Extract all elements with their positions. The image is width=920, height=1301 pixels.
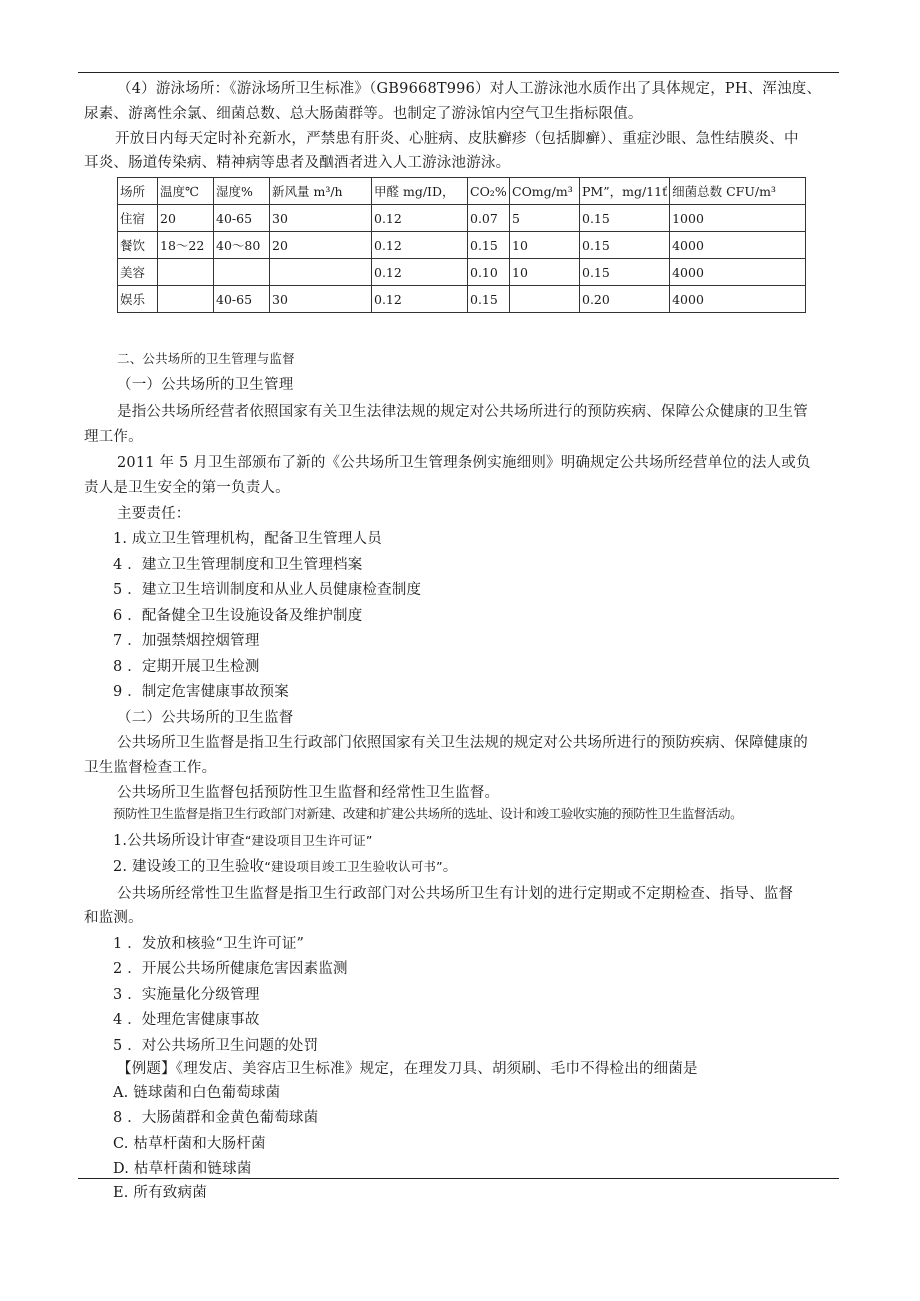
list-item: 7 ．加强禁烟控烟管理 [113,633,260,649]
table-header-cell: 新风量 m³/h [270,178,372,205]
list-item: 2 ．开展公共场所健康危害因素监测 [113,961,348,977]
table-cell: 0.20 [580,286,670,313]
table-cell: 40～80 [214,232,270,259]
item-2-period: 。 [442,859,458,875]
construction-permit-name: “建设项目卫生许可证” [244,833,373,848]
acceptance-certificate-name: “建设项目竣工卫生验收认可书” [264,859,443,874]
table-cell: 18～22 [158,232,214,259]
table-row [118,286,806,313]
list-item: 4 ．建立卫生管理制度和卫生管理档案 [113,557,363,573]
table-cell: 10 [510,232,580,259]
preventive-item-2-label: 2. 建设竣工的卫生验收 [113,859,265,875]
table-row [118,232,806,259]
table-cell: 0.15 [580,232,670,259]
table-cell: 1000 [670,205,806,232]
intro-para1-line1: （4）游泳场所：《游泳场所卫生标准》（GB9668T996）对人工游泳池水质作出了具体规定，PH、浑浊度、 [117,81,822,97]
list-item: 6 ．配备健全卫生设施设备及维护制度 [113,608,363,624]
subsection-heading: （一）公共场所的卫生管理 [117,377,294,393]
law-line1: 2011 年 5 月卫生部颁布了新的《公共场所卫生管理条例实施细则》明确规定公共场所经营单位的法人或负 [117,455,811,471]
list-item: 5 ．对公共场所卫生问题的处罚 [113,1038,319,1054]
table-cell: 0.12 [372,232,468,259]
table-cell: 40-65 [214,205,270,232]
table-cell: 0.15 [580,205,670,232]
table-cell: 0.10 [468,259,510,286]
table-cell [270,259,372,286]
table-header-cell: 细菌总数 CFU/m³ [670,178,806,205]
table-header-cell: CO₂% [468,178,510,205]
list-item: 1 ．发放和核验“卫生许可证” [113,936,305,952]
supervision-line2: 卫生监督检查工作。 [84,760,217,776]
answer-option: C. 枯草杆菌和大肠杆菌 [113,1136,266,1152]
table-cell: 0.12 [372,205,468,232]
table-cell: 4000 [670,232,806,259]
list-item: 8 ．定期开展卫生检测 [113,659,260,675]
air-quality-table [117,177,806,313]
intro-para2-line2: 耳炎、肠道传染病、精神病等患者及酗酒者进入人工游泳池游泳。 [84,155,511,171]
preventive-definition: 预防性卫生监督是指卫生行政部门对新建、改建和扩建公共场所的选址、设计和竣工验收实施的预防性卫生监督活动。 [113,806,743,821]
definition-line1: 是指公共场所经营者依照国家有关卫生法律法规的规定对公共场所进行的预防疾病、保障公众健康的卫生管 [117,404,808,420]
table-cell: 30 [270,286,372,313]
table-cell: 娱乐 [118,286,158,313]
intro-para2-line1: 开放日内每天定时补充新水，严禁患有肝炎、心脏病、皮肤癣疹（包括脚癣）、重症沙眼、急性结膜炎、中 [115,131,799,147]
table-cell [158,286,214,313]
table-header-cell: 温度℃ [158,178,214,205]
table-cell [214,259,270,286]
table-cell: 30 [270,205,372,232]
table-cell: 0.07 [468,205,510,232]
table-cell: 40-65 [214,286,270,313]
table-header-row [118,178,806,205]
answer-option: A. 链球菌和白色葡萄球菌 [113,1085,281,1101]
table-row [118,259,806,286]
preventive-item-2 [113,857,458,877]
table-cell: 4000 [670,259,806,286]
top-rule [78,72,839,73]
answer-option: D. 枯草杆菌和链球菌 [113,1161,252,1177]
bottom-rule [78,1178,839,1179]
table-header-cell: 甲醛 mg/ID， [372,178,468,205]
table-cell: 0.15 [468,286,510,313]
example-question: 【例题】《理发店、美容店卫生标准》规定，在理发刀具、胡须刷、毛巾不得检出的细菌是 [117,1061,698,1077]
preventive-item-1 [113,831,373,851]
list-item: 1. 成立卫生管理机构，配备卫生管理人员 [113,531,382,547]
table-header-cell: 湿度% [214,178,270,205]
table-cell: 20 [270,232,372,259]
table-cell: 0.12 [372,259,468,286]
preventive-item-1-label: 1.公共场所设计审查 [113,833,245,849]
table-header-cell: COmg/m³ [510,178,580,205]
list-item: 3 ．实施量化分级管理 [113,987,260,1003]
table-header-cell: 场所 [118,178,158,205]
table-cell: 4000 [670,286,806,313]
section-heading: 二、公共场所的卫生管理与监督 [117,351,295,366]
regular-line2: 和监测。 [84,910,143,926]
regular-line1: 公共场所经常性卫生监督是指卫生行政部门对公共场所卫生有计划的进行定期或不定期检查、指导、监督 [117,886,794,902]
table-cell: 美容 [118,259,158,286]
supervision-line1: 公共场所卫生监督是指卫生行政部门依照国家有关卫生法规的规定对公共场所进行的预防疾病、保障健康的 [117,735,808,751]
table-cell: 住宿 [118,205,158,232]
table-cell [510,286,580,313]
table-cell: 5 [510,205,580,232]
answer-option: E. 所有致病菌 [113,1185,207,1201]
list-item: 5 ．建立卫生培训制度和从业人员健康检查制度 [113,582,422,598]
table-cell: 10 [510,259,580,286]
table-cell: 20 [158,205,214,232]
table-cell: 0.12 [372,286,468,313]
list-item: 4 ．处理危害健康事故 [113,1012,260,1028]
definition-line2: 理工作。 [84,429,143,445]
list-item: 9 ．制定危害健康事故预案 [113,684,289,700]
table-row [118,205,806,232]
intro-para1-line2: 尿素、游离性余氯、细菌总数、总大肠菌群等。也制定了游泳馆内空气卫生指标限值。 [84,106,643,122]
table-cell [158,259,214,286]
table-header-cell: PM”，mg/11ť [580,178,670,205]
table-cell: 餐饮 [118,232,158,259]
table-cell: 0.15 [468,232,510,259]
law-line2: 责人是卫生安全的第一负责人。 [84,480,290,496]
answer-option: 8 ．大肠菌群和金黄色葡萄球菌 [113,1110,319,1126]
table-cell: 0.15 [580,259,670,286]
duties-title: 主要责任： [117,506,191,522]
supervision-types: 公共场所卫生监督包括预防性卫生监督和经常性卫生监督。 [117,785,500,801]
subsection-heading: （二）公共场所的卫生监督 [117,710,294,726]
